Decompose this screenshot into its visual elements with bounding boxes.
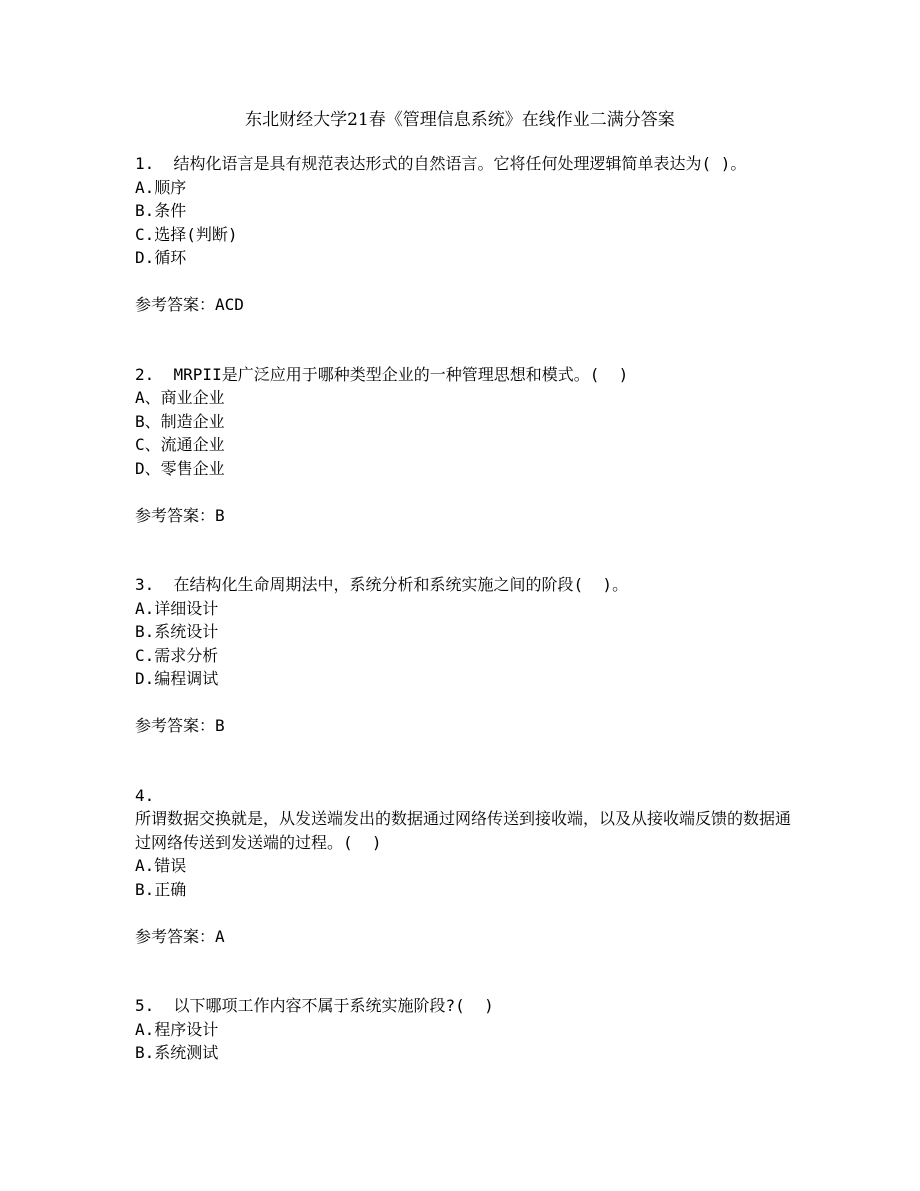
question-1: [135, 152, 795, 317]
option-d: D、零售企业: [135, 458, 225, 478]
reference-answer: 参考答案：A: [135, 926, 225, 946]
question-list: [135, 152, 795, 1111]
option-a: A.错误: [135, 856, 187, 875]
reference-answer: 参考答案：B: [135, 716, 225, 735]
question-3: [135, 573, 795, 738]
option-a: A.顺序: [135, 177, 187, 197]
option-c: C.需求分析: [135, 645, 219, 665]
question-text: 5. 以下哪项工作内容不属于系统实施阶段?( ): [135, 996, 494, 1015]
document-title: 东北财经大学21春《管理信息系统》在线作业二满分答案: [245, 110, 675, 130]
option-c: C、流通企业: [135, 435, 225, 454]
reference-answer: 参考答案：ACD: [135, 295, 244, 314]
option-a: A.程序设计: [135, 1019, 219, 1039]
question-text: 1. 结构化语言是具有规范表达形式的自然语言。它将任何处理逻辑简单表达为( )。: [135, 154, 747, 173]
option-b: B.条件: [135, 201, 187, 220]
question-text: 4. 所谓数据交换就是，从发送端发出的数据通过网络传送到接收端，以及从接收端反馈的数据通过网络传送到发送端的过程。( ): [135, 785, 792, 852]
question-2: [135, 363, 795, 528]
question-text: 2. MRPII是广泛应用于哪种类型企业的一种管理思想和模式。( ): [135, 364, 629, 384]
question-5: [135, 994, 795, 1065]
option-b: B.正确: [135, 879, 187, 899]
question-4: [135, 784, 795, 949]
option-a: A.详细设计: [135, 598, 219, 618]
option-d: D.循环: [135, 248, 187, 267]
option-b: B、制造企业: [135, 411, 225, 431]
reference-answer: 参考答案：B: [135, 505, 225, 525]
option-b: B.系统测试: [135, 1043, 219, 1062]
option-d: D.编程调试: [135, 669, 219, 688]
option-a: A、商业企业: [135, 388, 225, 407]
option-c: C.选择(判断): [135, 224, 238, 244]
option-b: B.系统设计: [135, 622, 219, 641]
question-text: 3. 在结构化生命周期法中，系统分析和系统实施之间的阶段( )。: [135, 575, 629, 594]
